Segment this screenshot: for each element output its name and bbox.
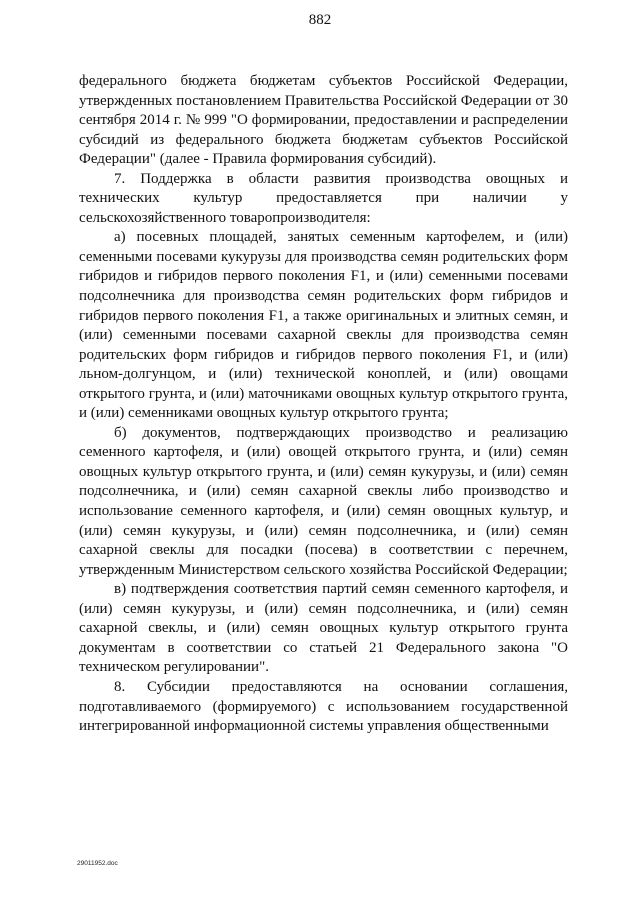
page-number: 882 xyxy=(308,12,332,28)
paragraph-continuation: федерального бюджета бюджетам субъектов Российской Федерации, утвержденных постановлением Правительства Российской Федерации от 30 сентября 2014 г. № 999 "О формировании, предоставлении и распределении субсидий из федерального бюджета бюджетам субъектов Российской Федерации" (далее - Правила формирования субсидий). xyxy=(79,73,568,168)
paragraph-7a: а) посевных площадей, занятых семенным картофелем, и (или) семенными посевами кукурузы для производства семян родительских форм гибридов и гибридов первого поколения F1, и (или) семенными посевами подсолнечника для производства семян родительских форм гибридов и гибридов первого поколения F1, а также оригинальных и элитных семян, и (или) семенными посевами сахарной свеклы для производства семян родительских форм гибридов и гибридов первого поколения F1, и (или) льном-долгунцом, и (или) технической коноплей, и (или) овощами открытого грунта, и (или) маточниками овощных культур открытого грунта, и (или) семенниками овощных культур открытого грунта; xyxy=(79,229,568,422)
document-body xyxy=(79,72,568,737)
paragraph-8: 8. Субсидии предоставляются на основании соглашения, подготавливаемого (формируемого) с использованием государственной интегрированной информационной системы управления общественными xyxy=(79,678,568,735)
paragraph-7b: б) документов, подтверждающих производство и реализацию семенного картофеля, и (или) овощей открытого грунта, и (или) семян овощных культур открытого грунта, и (или) семян кукурузы, и (или) семян подсолнечника, и (или) семян сахарной свеклы либо производство и использование семенного картофеля, и (или) семян овощных культур, и (или) семян кукурузы, и (или) семян подсолнечника, и (или) семян сахарной свеклы для посадки (посева) в соответствии с перечнем, утвержденным Министерством сельского хозяйства Российской Федерации; xyxy=(79,424,568,578)
paragraph-7v: в) подтверждения соответствия партий семян семенного картофеля, и (или) семян кукурузы, и (или) семян подсолнечника, и (или) семян сахарной свеклы, и (или) семян овощных культур открытого грунта документам в соответствии со статьей 21 Федерального закона "О техническом регулировании". xyxy=(79,581,568,676)
file-footer: 29011952.doc xyxy=(77,860,118,867)
paragraph-7: 7. Поддержка в области развития производства овощных и технических культур предоставляется при наличии у сельскохозяйственного товаропроизводителя: xyxy=(79,170,568,226)
